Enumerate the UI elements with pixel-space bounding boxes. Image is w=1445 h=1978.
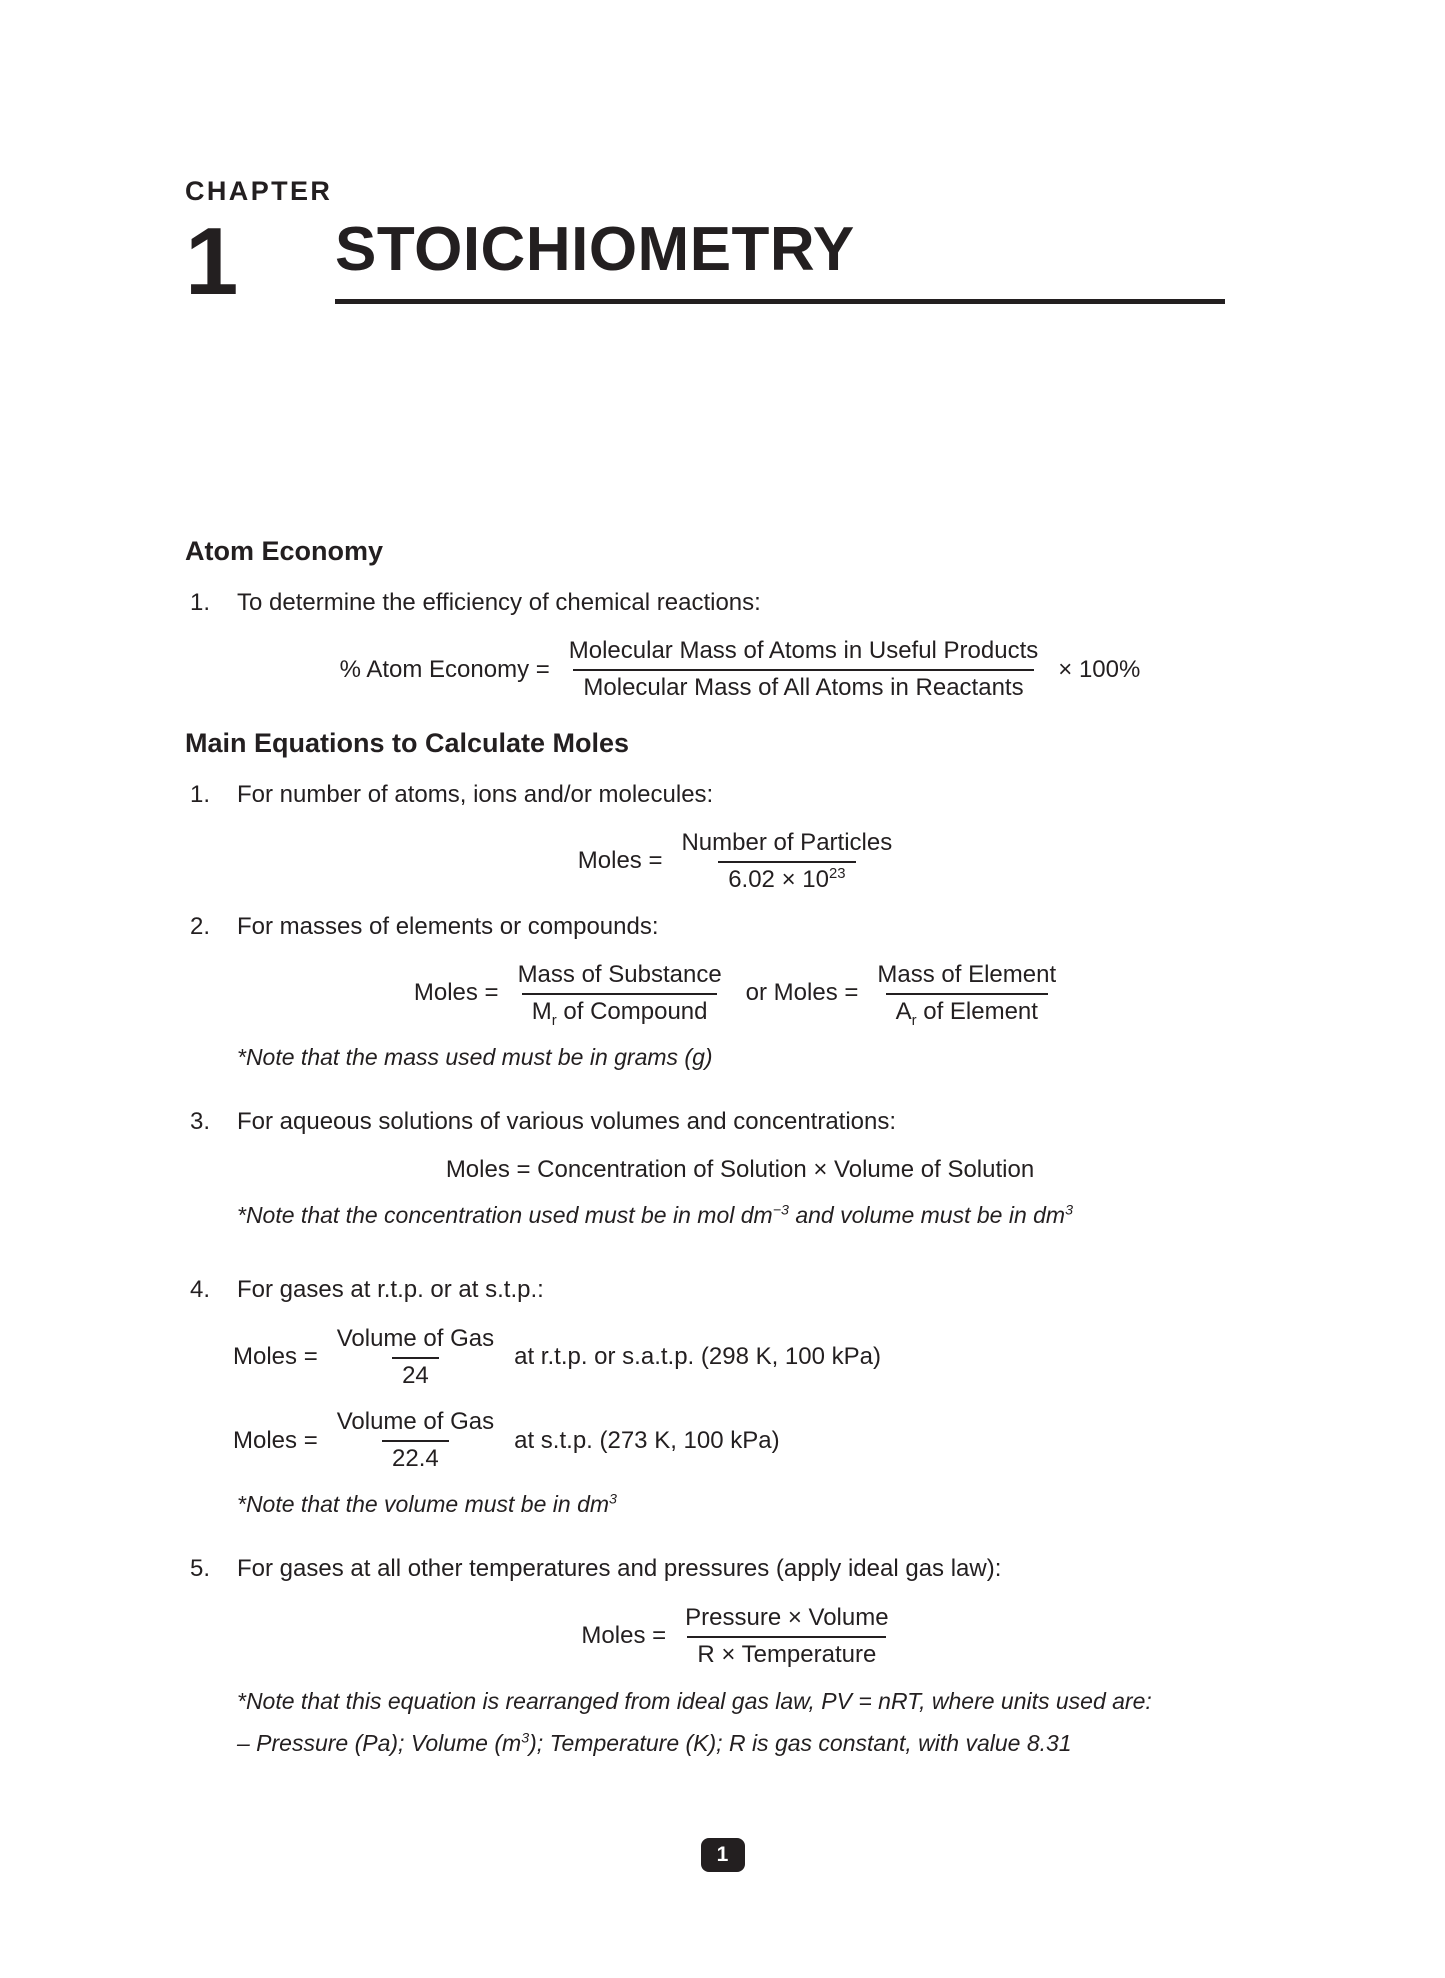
note-text-pre: *Note that the volume must be in dm [237, 1491, 610, 1517]
equation-inline: Moles = Concentration of Solution × Volume of Solution [445, 1156, 1035, 1184]
document-content [185, 533, 1295, 1760]
fraction-denominator: R × Temperature [687, 1636, 886, 1670]
chapter-number: 1 [185, 207, 238, 315]
list-item-number: 1. [190, 780, 211, 808]
section-heading-main-equations: Main Equations to Calculate Moles [185, 727, 630, 758]
fraction-denominator: 22.4 [382, 1440, 449, 1474]
chapter-title-row [185, 207, 1295, 315]
note-text-pre: – Pressure (Pa); Volume (m [237, 1729, 522, 1756]
ar-subscript: r [911, 1012, 917, 1029]
list-item [185, 1274, 1295, 1306]
fraction-left [508, 961, 732, 1027]
list-item-text: To determine the efficiency of chemical reactions: [237, 588, 761, 616]
fraction-numerator: Number of Particles [681, 828, 893, 856]
list-item-number: 2. [190, 912, 211, 940]
fraction-denominator [522, 993, 718, 1027]
list-item [185, 779, 1295, 811]
equation-lead: Moles = [413, 979, 499, 1007]
chapter-title-block [335, 215, 1295, 304]
equation-moles-stp [185, 1408, 1295, 1474]
equation-moles-mass [185, 961, 1295, 1027]
list-item [185, 1106, 1295, 1138]
note-text-mid: and volume must be in dm [788, 1202, 1066, 1229]
note-ideal-gas-line1: *Note that this equation is rearranged from ideal gas law, PV = nRT, where units used are: [237, 1688, 1152, 1715]
fraction [559, 637, 1049, 703]
note-sup-3: 3 [609, 1491, 617, 1508]
equation-lead: Moles = [577, 847, 663, 875]
fraction [671, 829, 902, 895]
equation-atom-economy [185, 637, 1295, 703]
equation-moles-rtp [185, 1325, 1295, 1391]
equation-condition: at r.t.p. or s.a.t.p. (298 K, 100 kPa) [514, 1343, 881, 1371]
note-volume-units [237, 1488, 1295, 1521]
note-text-post: ); Temperature (K); R is gas constant, with value 8.31 [529, 1729, 1072, 1756]
note-ideal-gas-line2 [237, 1727, 1295, 1760]
equation-lead: Moles = [233, 1426, 318, 1454]
fraction [327, 1408, 504, 1474]
list-item-text: For aqueous solutions of various volumes and concentrations: [237, 1107, 897, 1135]
list-item-text: For gases at r.t.p. or at s.t.p.: [237, 1276, 544, 1304]
fraction-denominator: 24 [392, 1357, 439, 1391]
list-item-text: For masses of elements or compounds: [237, 912, 659, 940]
mr-suffix: of Compound [556, 997, 708, 1025]
fraction-denominator [886, 993, 1048, 1027]
fraction [327, 1325, 504, 1391]
page-title: STOICHIOMETRY [335, 215, 855, 284]
fraction-numerator: Mass of Substance [517, 960, 722, 988]
fraction-numerator: Pressure × Volume [685, 1603, 889, 1631]
avogadro-mantissa: 6.02 × 10 [728, 865, 829, 893]
list-item [185, 587, 1295, 619]
header-divider [335, 299, 1225, 304]
list-item [185, 1553, 1295, 1585]
fraction-numerator: Volume of Gas [336, 1408, 495, 1436]
mr-subscript: r [551, 1012, 557, 1029]
fraction-numerator: Mass of Element [877, 960, 1057, 988]
ar-suffix: of Element [916, 997, 1038, 1025]
note-sup-3: 3 [1065, 1202, 1074, 1219]
note-sup-minus3: −3 [772, 1202, 789, 1219]
ar-symbol: A [895, 997, 912, 1025]
fraction-numerator: Molecular Mass of Atoms in Useful Products [568, 637, 1039, 665]
list-item-text: For gases at all other temperatures and pressures (apply ideal gas law): [237, 1555, 1002, 1583]
chapter-header [185, 176, 1295, 315]
equation-lead: Moles = [233, 1343, 318, 1371]
equation-lead: Moles = [581, 1622, 667, 1650]
equation-tail: × 100% [1058, 655, 1141, 683]
list-item [185, 911, 1295, 943]
fraction-numerator: Volume of Gas [336, 1324, 495, 1352]
fraction-denominator [718, 861, 855, 895]
page-number-badge: 1 [701, 1838, 745, 1872]
equation-lead: % Atom Economy = [339, 655, 550, 683]
equation-moles-particles [185, 829, 1295, 895]
note-ideal-gas-block [237, 1685, 1295, 1760]
list-item-number: 4. [190, 1276, 211, 1304]
section-heading-atom-economy: Atom Economy [185, 536, 384, 566]
equation-connector: or Moles = [745, 979, 859, 1007]
chapter-kicker-label: CHAPTER [185, 176, 333, 206]
fraction-right [867, 961, 1066, 1027]
fraction [675, 1604, 898, 1670]
mr-symbol: M [531, 997, 552, 1025]
note-mass-in-grams: *Note that the mass used must be in grams (g) [237, 1043, 713, 1070]
list-item-number: 5. [190, 1555, 211, 1583]
list-item-text: For number of atoms, ions and/or molecules: [237, 780, 714, 808]
equation-moles-concentration [185, 1156, 1295, 1185]
equation-ideal-gas [185, 1604, 1295, 1670]
list-item-number: 3. [190, 1107, 211, 1135]
avogadro-exponent: 23 [828, 865, 846, 882]
fraction-denominator: Molecular Mass of All Atoms in Reactants [573, 669, 1033, 703]
note-concentration-units [237, 1199, 1295, 1232]
note-sup-3: 3 [521, 1730, 530, 1747]
list-item-number: 1. [190, 588, 211, 616]
note-text-pre: *Note that the concentration used must be in mol dm [237, 1202, 773, 1229]
equation-condition: at s.t.p. (273 K, 100 kPa) [514, 1426, 780, 1454]
